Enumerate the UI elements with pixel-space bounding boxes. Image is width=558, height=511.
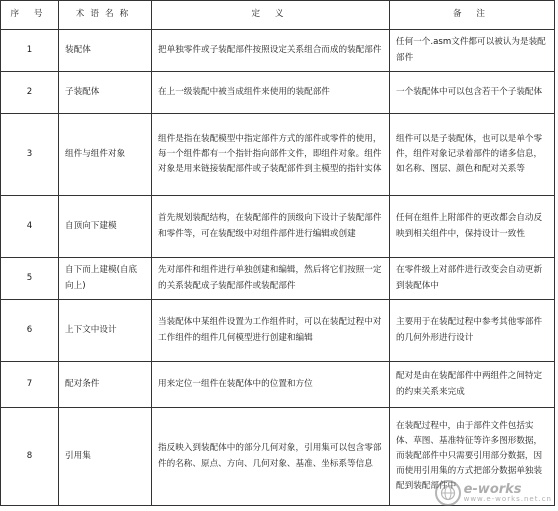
row-term: 装配体 <box>59 30 152 72</box>
row-term: 组件与组件对象 <box>59 114 152 196</box>
row-no: 1 <box>1 30 59 72</box>
watermark <box>435 480 552 506</box>
row-no: 3 <box>1 114 59 196</box>
row-definition: 在上一级装配中被当成组件来使用的装配部件 <box>152 72 390 114</box>
row-definition: 先对部件和组件进行单独创建和编辑，然后将它们按照一定的关系装配成子装配部件或装配部件 <box>152 258 390 300</box>
header-note: 备 注 <box>390 1 555 30</box>
table-row <box>1 300 555 362</box>
watermark-brand: e-works <box>463 482 522 497</box>
table-row <box>1 258 555 300</box>
table-row <box>1 30 555 72</box>
row-note: 配对是由在装配部件中两组件之间特定的约束关系来完成 <box>390 362 555 408</box>
row-note: 主要用于在装配过程中参考其他零部件的几何外形进行设计 <box>390 300 555 362</box>
header-name: 术语名称 <box>59 1 152 30</box>
watermark-text <box>464 483 552 503</box>
row-term: 自下而上建模(自底向上) <box>59 258 152 300</box>
row-term: 自顶向下建模 <box>59 196 152 258</box>
row-no: 7 <box>1 362 59 408</box>
header-definition: 定 义 <box>152 1 390 30</box>
header-no: 序 号 <box>1 1 59 30</box>
row-note: 组件可以是子装配体，也可以是单个零件，组件对象记录着部件的诸多信息，如名称、图层、颜色和配对关系等 <box>390 114 555 196</box>
row-note: 在装配过程中，由于部件文件包括实体、草图、基准特征等许多图形数据，而装配部件中只需要引用部分数据，因而使用引用集的方式把部分数据单独装配到装配部件中 <box>390 408 555 506</box>
globe-icon <box>440 485 456 501</box>
watermark-url: www.e-works.net.cn <box>463 495 552 503</box>
row-no: 4 <box>1 196 59 258</box>
table-header-row <box>1 1 555 30</box>
row-definition: 用来定位一组件在装配体中的位置和方位 <box>152 362 390 408</box>
row-note: 一个装配体中可以包含若干个子装配体 <box>390 72 555 114</box>
row-definition: 组件是指在装配模型中指定部件方式的部件或零件的使用，每一个组件都有一个指针指向部件文件，即组件对象。组件对象是用来链接装配部件或子装配部件到主模型的指针实体 <box>152 114 390 196</box>
table-row <box>1 362 555 408</box>
row-term: 引用集 <box>59 408 152 506</box>
row-definition: 把单独零件或子装配部件按照设定关系组合而成的装配部件 <box>152 30 390 72</box>
row-no: 8 <box>1 408 59 506</box>
row-term: 配对条件 <box>59 362 152 408</box>
table-row <box>1 196 555 258</box>
row-term: 上下文中设计 <box>59 300 152 362</box>
table-row <box>1 114 555 196</box>
row-note: 任何一个.asm文件都可以被认为是装配部件 <box>390 30 555 72</box>
row-definition: 指反映入到装配体中的部分几何对象，引用集可以包含零部件的名称、原点、方向、几何对象、基准、坐标系等信息 <box>152 408 390 506</box>
row-definition: 首先规划装配结构，在装配部件的顶级向下设计子装配部件和零件等，可在装配级中对组件部件进行编辑或创建 <box>152 196 390 258</box>
table-row <box>1 72 555 114</box>
row-no: 2 <box>1 72 59 114</box>
row-definition: 当装配体中某组件设置为工作组件时，可以在装配过程中对工作组件的组件几何模型进行创建和编辑 <box>152 300 390 362</box>
row-no: 6 <box>1 300 59 362</box>
globe-logo-icon <box>435 480 461 506</box>
row-note: 在零件级上对部件进行改变会自动更新到装配体中 <box>390 258 555 300</box>
row-no: 5 <box>1 258 59 300</box>
row-note: 任何在组件上附部件的更改都会自动反映到相关组件中，保持设计一致性 <box>390 196 555 258</box>
row-term: 子装配体 <box>59 72 152 114</box>
